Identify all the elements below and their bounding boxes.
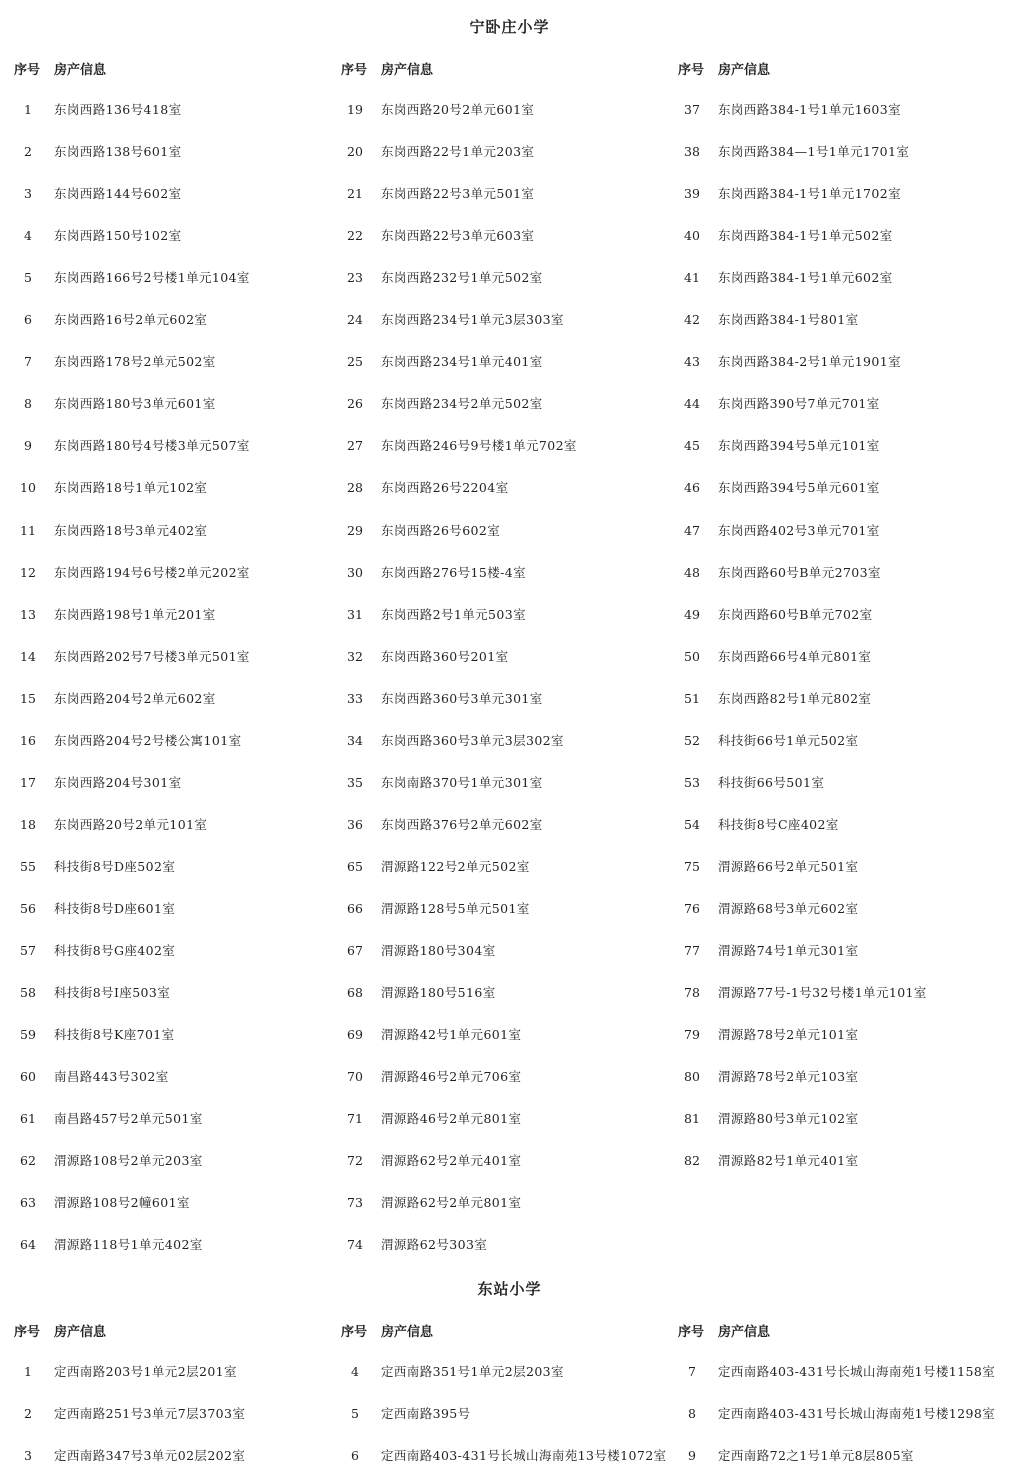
property-address: 东岗西路136号418室 (54, 102, 182, 117)
row-number: 34 (347, 732, 363, 748)
row-number: 82 (684, 1153, 700, 1169)
property-address: 东岗西路360号201室 (381, 648, 509, 664)
row-number: 65 (347, 858, 363, 874)
property-address: 渭源路77号-1号32号楼1单元101室 (718, 985, 927, 1001)
row-number: 23 (347, 270, 363, 286)
property-address: 南昌路443号302室 (54, 1069, 169, 1085)
row-number: 61 (20, 1111, 36, 1127)
property-address: 东岗西路60号B单元2703室 (718, 564, 881, 580)
row-number: 20 (347, 144, 363, 160)
property-address: 东岗西路144号602室 (54, 186, 182, 202)
property-address: 东岗西路234号2单元502室 (381, 396, 543, 412)
property-address: 定西南路403-431号长城山海南苑1号楼1158室 (718, 1364, 996, 1379)
property-address: 东岗西路204号2单元602室 (54, 690, 216, 706)
row-number: 74 (347, 1237, 363, 1253)
property-address: 东岗西路20号2单元101室 (54, 816, 208, 832)
row-number: 77 (684, 943, 700, 958)
property-address: 定西南路347号3单元02层202室 (54, 1448, 246, 1464)
property-address: 东岗西路384-1号1单元1702室 (718, 186, 901, 202)
property-address: 东岗西路234号1单元3层303室 (381, 312, 564, 328)
property-address: 东岗西路20号2单元601室 (381, 102, 535, 117)
property-address: 渭源路118号1单元402室 (54, 1237, 203, 1253)
row-number: 9 (24, 438, 32, 454)
property-address: 渭源路108号2单元203室 (54, 1153, 203, 1169)
row-number: 30 (347, 564, 363, 580)
property-address: 渭源路42号1单元601室 (381, 1027, 522, 1043)
column-header-info: 房产信息 (54, 1325, 107, 1340)
row-number: 71 (347, 1111, 363, 1127)
property-address: 东岗西路234号1单元401室 (381, 354, 543, 370)
property-address: 东岗西路60号B单元702室 (718, 606, 873, 622)
row-number: 80 (684, 1069, 700, 1085)
row-number: 14 (20, 648, 36, 664)
row-number: 62 (20, 1153, 36, 1169)
column-header-seq: 序号 (678, 1325, 705, 1340)
property-address: 东岗西路2号1单元503室 (381, 606, 526, 622)
row-number: 54 (684, 816, 700, 832)
row-number: 47 (684, 522, 700, 538)
property-address: 东岗西路384-1号1单元1603室 (718, 102, 901, 117)
property-address: 定西南路351号1单元2层203室 (381, 1364, 564, 1379)
row-number: 41 (684, 270, 700, 286)
row-number: 4 (24, 228, 32, 244)
property-address: 东岗西路384-1号801室 (718, 312, 859, 328)
property-address: 东岗西路246号9号楼1单元702室 (381, 438, 577, 454)
property-address: 东岗西路276号15楼-4室 (381, 564, 527, 580)
row-number: 26 (347, 396, 363, 412)
row-number: 43 (684, 354, 700, 370)
property-address: 科技街8号D座601室 (54, 900, 176, 916)
property-address: 渭源路128号5单元501室 (381, 900, 530, 916)
section-title: 东站小学 (477, 1280, 542, 1298)
section-title: 宁卧庄小学 (469, 18, 550, 36)
row-number: 22 (347, 228, 363, 244)
property-address: 科技街8号C座402室 (718, 816, 839, 832)
row-number: 35 (347, 774, 363, 790)
property-address: 科技街8号I座503室 (54, 985, 171, 1001)
row-number: 53 (684, 774, 700, 790)
property-address: 科技街8号K座701室 (54, 1027, 175, 1043)
row-number: 8 (24, 396, 32, 412)
column-header-info: 房产信息 (381, 63, 434, 78)
row-number: 9 (688, 1448, 696, 1464)
row-number: 36 (347, 816, 363, 832)
row-number: 64 (20, 1237, 36, 1253)
row-number: 11 (20, 522, 36, 538)
property-address: 东岗西路394号5单元601室 (718, 480, 880, 496)
row-number: 81 (684, 1111, 700, 1127)
row-number: 19 (347, 102, 363, 117)
property-address: 东岗西路360号3单元301室 (381, 690, 543, 706)
row-number: 40 (684, 228, 700, 244)
row-number: 73 (347, 1195, 363, 1211)
property-address: 渭源路80号3单元102室 (718, 1111, 859, 1127)
property-address: 科技街66号1单元502室 (718, 732, 859, 748)
row-number: 2 (24, 1406, 32, 1422)
property-address: 东岗西路390号7单元701室 (718, 396, 880, 412)
row-number: 46 (684, 480, 700, 496)
property-address: 东岗西路26号2204室 (381, 480, 509, 496)
property-address: 科技街8号G座402室 (54, 943, 176, 958)
property-address: 东岗西路376号2单元602室 (381, 816, 543, 832)
row-number: 10 (20, 480, 36, 496)
property-address: 渭源路122号2单元502室 (381, 858, 530, 874)
property-address: 东岗西路138号601室 (54, 144, 182, 160)
property-address: 东岗西路202号7号楼3单元501室 (54, 648, 250, 664)
row-number: 75 (684, 858, 700, 874)
row-number: 78 (684, 985, 700, 1001)
row-number: 52 (684, 732, 700, 748)
row-number: 33 (347, 690, 363, 706)
row-number: 8 (688, 1406, 696, 1422)
row-number: 37 (684, 102, 700, 117)
column-header-info: 房产信息 (718, 1325, 771, 1340)
property-address: 渭源路62号2单元801室 (381, 1195, 522, 1211)
column-header-seq: 序号 (341, 1325, 368, 1340)
row-number: 16 (20, 732, 36, 748)
row-number: 38 (684, 144, 700, 160)
row-number: 63 (20, 1195, 36, 1211)
property-address: 定西南路403-431号长城山海南苑1号楼1298室 (718, 1406, 996, 1422)
property-address: 东岗西路384-2号1单元1901室 (718, 354, 901, 370)
property-address: 东岗西路22号1单元203室 (381, 144, 535, 160)
property-address: 渭源路46号2单元801室 (381, 1111, 522, 1127)
property-address: 渭源路78号2单元103室 (718, 1069, 859, 1085)
row-number: 66 (347, 900, 363, 916)
column-header-info: 房产信息 (718, 63, 771, 78)
property-address: 定西南路72之1号1单元8层805室 (718, 1448, 914, 1464)
column-header-seq: 序号 (678, 63, 705, 78)
column-header-info: 房产信息 (381, 1325, 434, 1340)
row-number: 6 (351, 1448, 359, 1464)
row-number: 44 (684, 396, 700, 412)
row-number: 5 (24, 270, 32, 286)
row-number: 60 (20, 1069, 36, 1085)
property-address: 东岗西路150号102室 (54, 228, 182, 244)
row-number: 56 (20, 900, 36, 916)
row-number: 7 (688, 1364, 696, 1379)
property-address: 南昌路457号2单元501室 (54, 1111, 203, 1127)
property-address: 东岗西路204号301室 (54, 774, 182, 790)
property-address: 科技街66号501室 (718, 774, 825, 790)
row-number: 49 (684, 606, 700, 622)
row-number: 5 (351, 1406, 359, 1422)
property-address: 东岗西路18号1单元102室 (54, 480, 208, 496)
property-address: 东岗西路26号602室 (381, 522, 501, 538)
row-number: 25 (347, 354, 363, 370)
property-address: 东岗西路82号1单元802室 (718, 690, 872, 706)
property-address: 东岗南路370号1单元301室 (381, 774, 543, 790)
column-header-info: 房产信息 (54, 63, 107, 78)
property-address: 东岗西路22号3单元603室 (381, 228, 535, 244)
row-number: 79 (684, 1027, 700, 1043)
row-number: 45 (684, 438, 700, 454)
row-number: 2 (24, 144, 32, 160)
property-address: 东岗西路180号3单元601室 (54, 396, 216, 412)
property-address: 渭源路82号1单元401室 (718, 1153, 859, 1169)
row-number: 4 (351, 1364, 359, 1379)
row-number: 21 (347, 186, 363, 202)
property-address: 东岗西路22号3单元501室 (381, 186, 535, 202)
property-address: 东岗西路232号1单元502室 (381, 270, 543, 286)
row-number: 28 (347, 480, 363, 496)
property-address: 东岗西路66号4单元801室 (718, 648, 872, 664)
row-number: 29 (347, 522, 363, 538)
property-address: 东岗西路204号2号楼公寓101室 (54, 732, 242, 748)
row-number: 68 (347, 985, 363, 1001)
property-address: 东岗西路18号3单元402室 (54, 522, 208, 538)
column-header-seq: 序号 (341, 63, 368, 78)
property-address: 渭源路62号303室 (381, 1237, 488, 1253)
property-address: 东岗西路178号2单元502室 (54, 354, 216, 370)
property-address: 东岗西路198号1单元201室 (54, 606, 216, 622)
property-address: 渭源路78号2单元101室 (718, 1027, 859, 1043)
row-number: 24 (347, 312, 363, 328)
row-number: 15 (20, 690, 36, 706)
row-number: 57 (20, 943, 36, 958)
row-number: 50 (684, 648, 700, 664)
row-number: 3 (24, 1448, 32, 1464)
row-number: 17 (20, 774, 36, 790)
property-address: 定西南路403-431号长城山海南苑13号楼1072室 (381, 1448, 667, 1464)
property-address: 东岗西路180号4号楼3单元507室 (54, 438, 250, 454)
property-address: 科技街8号D座502室 (54, 858, 176, 874)
row-number: 12 (20, 564, 36, 580)
property-address: 渭源路66号2单元501室 (718, 858, 859, 874)
row-number: 27 (347, 438, 363, 454)
property-address: 东岗西路384-1号1单元502室 (718, 228, 893, 244)
row-number: 42 (684, 312, 700, 328)
row-number: 51 (684, 690, 700, 706)
property-address: 渭源路46号2单元706室 (381, 1069, 522, 1085)
property-address: 东岗西路194号6号楼2单元202室 (54, 564, 250, 580)
row-number: 59 (20, 1027, 36, 1043)
property-address: 东岗西路402号3单元701室 (718, 522, 880, 538)
row-number: 72 (347, 1153, 363, 1169)
row-number: 67 (347, 943, 363, 958)
property-address: 定西南路251号3单元7层3703室 (54, 1406, 246, 1422)
column-header-seq: 序号 (14, 1325, 41, 1340)
row-number: 1 (24, 1364, 32, 1379)
row-number: 1 (24, 102, 32, 117)
property-address: 东岗西路166号2号楼1单元104室 (54, 270, 250, 286)
property-address: 东岗西路384-1号1单元602室 (718, 270, 893, 286)
property-address: 渭源路68号3单元602室 (718, 900, 859, 916)
property-address: 东岗西路16号2单元602室 (54, 312, 208, 328)
property-address: 东岗西路360号3单元3层302室 (381, 732, 564, 748)
property-address: 渭源路62号2单元401室 (381, 1153, 522, 1169)
row-number: 31 (347, 606, 363, 622)
row-number: 32 (347, 648, 363, 664)
property-address: 定西南路203号1单元2层201室 (54, 1364, 237, 1379)
property-address: 渭源路74号1单元301室 (718, 943, 859, 958)
property-address: 东岗西路394号5单元101室 (718, 438, 880, 454)
row-number: 55 (20, 858, 36, 874)
row-number: 3 (24, 186, 32, 202)
row-number: 76 (684, 900, 700, 916)
property-address: 定西南路395号 (381, 1406, 471, 1422)
row-number: 7 (24, 354, 32, 370)
row-number: 69 (347, 1027, 363, 1043)
row-number: 18 (20, 816, 36, 832)
row-number: 70 (347, 1069, 363, 1085)
property-address: 东岗西路384—1号1单元1701室 (718, 144, 910, 160)
row-number: 13 (20, 606, 36, 622)
row-number: 48 (684, 564, 700, 580)
row-number: 39 (684, 186, 700, 202)
column-header-seq: 序号 (14, 63, 41, 78)
property-address: 渭源路180号304室 (381, 943, 496, 958)
row-number: 58 (20, 985, 36, 1001)
property-address: 渭源路180号516室 (381, 985, 496, 1001)
property-address: 渭源路108号2幢601室 (54, 1195, 190, 1211)
row-number: 6 (24, 312, 32, 328)
